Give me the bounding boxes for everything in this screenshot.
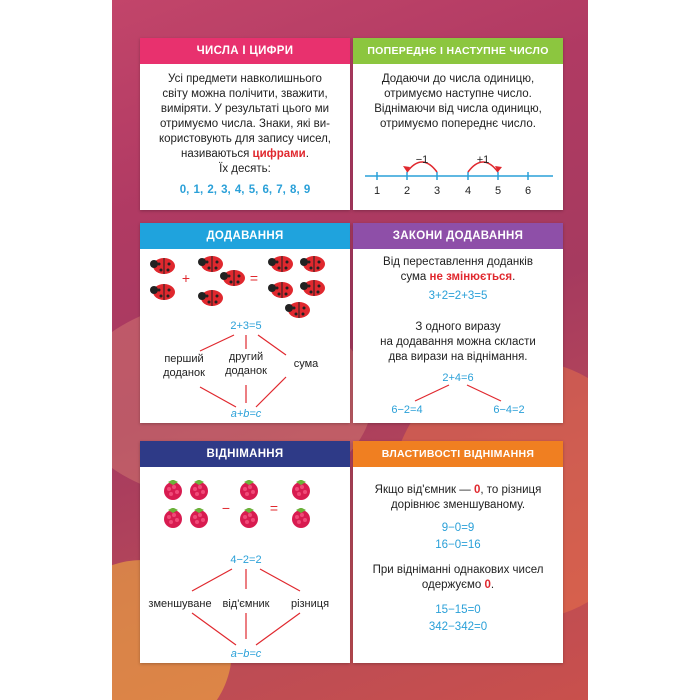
card-addition (140, 223, 350, 423)
card-title: ЧИСЛА І ЦИФРИ (140, 38, 350, 64)
digits-list: 0, 1, 2, 3, 4, 5, 6, 7, 8, 9 (179, 184, 311, 196)
text-line: на додавання можна скласти (380, 336, 536, 348)
subtraction-diagram (140, 467, 350, 663)
card-laws (353, 223, 563, 423)
card-title: ЗАКОНИ ДОДАВАННЯ (353, 223, 563, 249)
text-line (353, 578, 563, 593)
text-line: отримуємо попереднє число. (380, 118, 536, 130)
text-line: Віднімаючи від числа одиницю, (374, 103, 542, 115)
text-line: Від переставлення доданків (383, 256, 533, 268)
equal-numbers-equation: 15−15=0 (435, 604, 481, 616)
ladybug-icon (220, 270, 245, 286)
card-title: ВЛАСТИВОСТІ ВІДНІМАННЯ (353, 441, 563, 467)
tick-label: 4 (464, 185, 472, 197)
text-line: Додаючи до числа одиницю, (381, 73, 535, 85)
sum-label: сума (293, 358, 319, 370)
text-line: Їх десять: (219, 163, 271, 175)
highlight-word: цифрами (252, 148, 306, 160)
raspberry-icon (190, 508, 208, 528)
ladybug-icon (300, 256, 325, 272)
raspberry-icon (190, 480, 208, 500)
tick-label: 3 (433, 185, 441, 197)
text-fragment: . (305, 148, 309, 160)
ladybug-icon (150, 258, 175, 274)
tick-label: 5 (494, 185, 502, 197)
text-fragment: називаються (181, 148, 250, 160)
text-fragment: . (512, 271, 516, 283)
text-fragment: Якщо від'ємник — (374, 484, 471, 496)
equal-numbers-equation: 342−342=0 (428, 621, 488, 633)
ladybug-icon (285, 302, 310, 318)
addend1-label: доданок (163, 367, 205, 379)
number-line (353, 140, 563, 210)
poster (112, 0, 588, 700)
zero-rule-equation: 9−0=9 (441, 522, 475, 534)
difference-equation: 6−2=4 (391, 404, 423, 416)
text-line: Усі предмети навколишнього (168, 73, 322, 85)
subtraction-derivation (353, 369, 563, 419)
card-prev-next (353, 38, 563, 210)
text-line: При відніманні однакових чисел (372, 564, 544, 576)
text-line: виміряти. У результаті цього ми (160, 103, 330, 115)
tick-label: 2 (403, 185, 411, 197)
card-numbers (140, 38, 350, 210)
addition-equation: 2+3=5 (230, 320, 262, 332)
raspberry-icon (292, 508, 310, 528)
plus-sign: + (181, 270, 191, 286)
difference-equation: 6−4=2 (493, 404, 525, 416)
ladybug-icon (268, 256, 293, 272)
card-title: ДОДАВАННЯ (140, 223, 350, 249)
equals-sign: = (249, 270, 259, 286)
ladybug-icon (268, 282, 293, 298)
difference-label: різниця (290, 598, 330, 610)
text-fragment: . (490, 579, 495, 591)
raspberry-icon (164, 508, 182, 528)
text-line: два вирази на віднімання. (388, 351, 528, 363)
plus-one-label: +1 (476, 154, 490, 166)
card-title: ВІДНІМАННЯ (140, 441, 350, 467)
raspberry-icon (292, 480, 310, 500)
card-sub-props (353, 441, 563, 663)
derivation-arrows (415, 385, 501, 401)
text-line (353, 483, 563, 498)
addend1-label: перший (164, 353, 204, 365)
text-line: світу можна полічити, зважити, (162, 88, 328, 100)
zero-highlight: 0 (473, 484, 481, 496)
minuend-label: зменшуване (148, 598, 212, 610)
addition-formula: a+b=c (230, 408, 262, 420)
subtraction-formula: a−b=c (230, 648, 262, 660)
text-line (140, 147, 350, 162)
addend2-label: другий (228, 351, 264, 363)
minus-one-label: −1 (415, 154, 429, 166)
text-fragment: , то різниця (480, 484, 542, 496)
text-fragment: сума (400, 271, 427, 283)
ladybug-icon (198, 256, 223, 272)
raspberry-icon (240, 480, 258, 500)
text-line (353, 270, 563, 285)
text-line: користовують для запису чисел, (158, 133, 332, 145)
tick-label: 1 (373, 185, 381, 197)
zero-highlight: 0 (484, 579, 491, 591)
card-subtraction (140, 441, 350, 663)
zero-rule-equation: 16−0=16 (435, 539, 481, 551)
addition-diagram (140, 249, 350, 423)
text-line: дорівнює зменшуваному. (390, 499, 526, 511)
equals-sign: = (269, 500, 279, 516)
text-line: отримуємо наступне число. (384, 88, 532, 100)
commutative-equation: 3+2=2+3=5 (428, 290, 488, 302)
ladybug-icon (198, 290, 223, 306)
highlight-word: не змінюється (429, 271, 513, 283)
raspberry-icon (240, 508, 258, 528)
tick-label: 6 (524, 185, 532, 197)
text-line: З одного виразу (415, 321, 501, 333)
subtrahend-label: від'ємник (222, 598, 270, 610)
addend2-label: доданок (225, 365, 267, 377)
text-line: отримуємо числа. Знаки, які ви- (160, 118, 330, 130)
subtraction-equation: 4−2=2 (230, 554, 262, 566)
text-fragment: одержуємо (421, 579, 482, 591)
ladybug-icon (150, 284, 175, 300)
raspberry-icon (164, 480, 182, 500)
sum-equation: 2+4=6 (442, 372, 474, 384)
ladybug-icon (300, 280, 325, 296)
minus-sign: − (221, 500, 231, 516)
card-title: ПОПЕРЕДНЄ І НАСТУПНЕ ЧИСЛО (353, 38, 563, 64)
